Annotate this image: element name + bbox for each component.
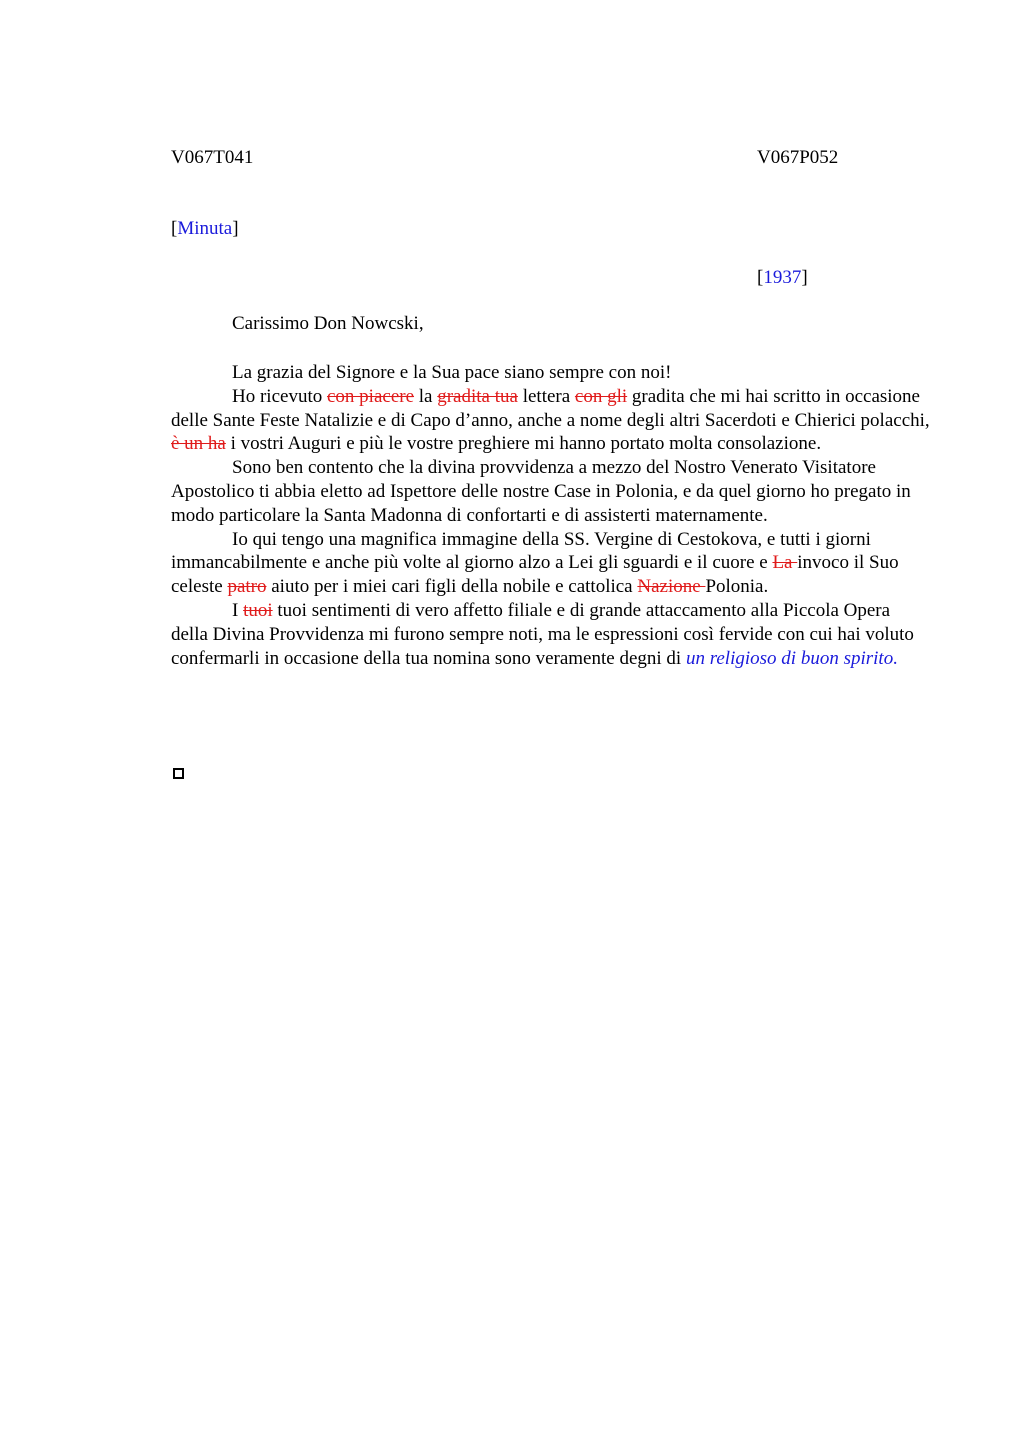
text-run: I — [232, 599, 244, 621]
end-of-document-square-icon — [173, 768, 184, 779]
deleted-text: tuoi — [243, 599, 273, 621]
deleted-text: è un ha — [171, 433, 226, 455]
text-run: lettera — [517, 385, 575, 407]
paragraph-4 — [171, 528, 931, 599]
text-run: invoco il Suo celeste — [171, 552, 899, 598]
text-run: Ho ricevuto — [232, 385, 327, 407]
document-code-left: V067T041 — [171, 147, 254, 168]
text-run: Polonia. — [705, 576, 769, 598]
bracket-close: ] — [232, 218, 239, 239]
document-code-right: V067P052 — [757, 147, 839, 168]
bracket-open: [ — [757, 267, 764, 288]
year-text: 1937 — [763, 267, 802, 288]
salutation: Carissimo Don Nowcski, — [232, 313, 424, 334]
letter-body — [171, 361, 931, 670]
bracket-close: ] — [801, 267, 808, 288]
paragraph-1: La grazia del Signore e la Sua pace siano sempre con noi! — [232, 362, 672, 383]
text-run: aiuto per i miei cari figli della nobile e cattolica — [266, 576, 638, 598]
minuta-label — [171, 217, 239, 241]
deleted-text: patro — [227, 576, 267, 598]
text-run: i vostri Auguri e più le vostre preghiere mi hanno portato molta consolazione. — [225, 433, 822, 455]
deleted-text: con gli — [574, 385, 628, 407]
paragraph-2 — [171, 385, 931, 456]
paragraph-5 — [171, 599, 931, 670]
paragraph-3: Sono ben contento che la divina provvidenza a mezzo del Nostro Venerato Visitatore Apostolico ti abbia eletto ad Ispettore delle nostre Case in Polonia, e da quel giorno ho pregato in modo particolare la Santa Madonna di confortarti e di assisterti maternamente. — [171, 457, 911, 526]
text-run: tuoi sentimenti di vero affetto filiale e di grande attaccamento alla Piccola Opera della Divina Provvidenza mi furono sempre noti, ma le espressioni così fervide con cui hai voluto confermarli in occasione della tua nomina sono veramente degni di — [171, 599, 914, 669]
deleted-text: con piacere — [326, 385, 415, 407]
text-run: la — [414, 385, 438, 407]
date-label — [757, 266, 808, 290]
deleted-text: La — [772, 552, 798, 574]
minuta-text: Minuta — [177, 218, 233, 239]
italic-quote: un religioso di buon spirito. — [685, 647, 898, 669]
deleted-text: gradita tua — [437, 385, 518, 407]
text-run: Io qui tengo una magnifica immagine della SS. Vergine di Cestokova, e tutti i giorni immancabilmente e anche più volte al giorno alzo a Lei gli sguardi e il cuore e — [171, 528, 871, 574]
text-run: gradita che mi hai scritto in occasione delle Sante Feste Natalizie e di Capo d’anno, anche a nome degli altri Sacerdoti e Chierici polacchi, — [171, 385, 930, 431]
deleted-text: Nazione — [637, 576, 706, 598]
bracket-open: [ — [171, 218, 178, 239]
